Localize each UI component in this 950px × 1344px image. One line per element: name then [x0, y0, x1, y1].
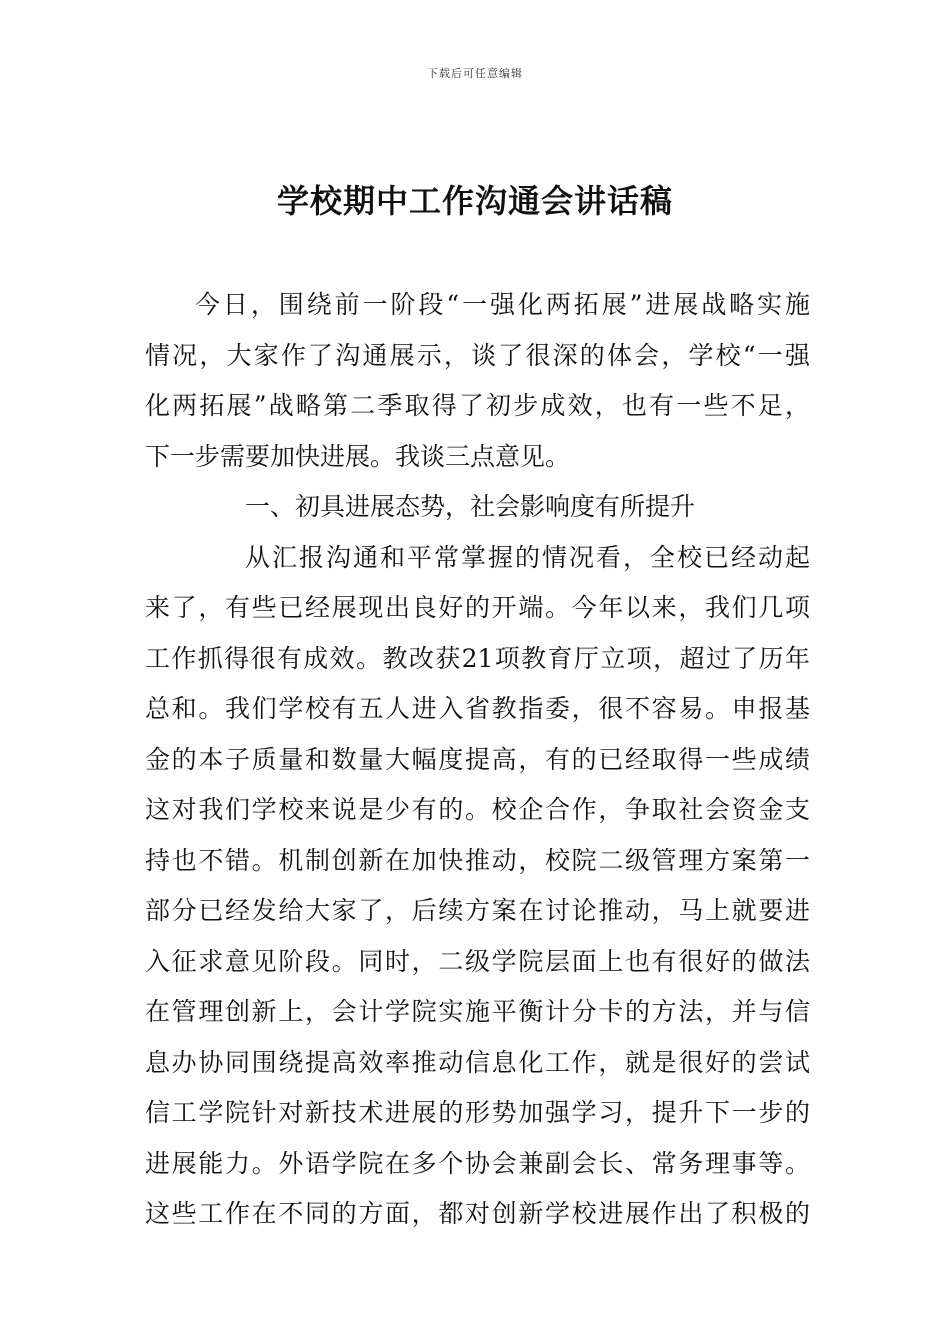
text-line: 来了，有些已经展现出良好的开端。今年以来，我们几项 [145, 593, 810, 622]
document-body [145, 280, 810, 1240]
header-note: 下载后可任意编辑 [427, 67, 523, 80]
text-line: 部分已经发给大家了，后续方案在讨论推动，马上就要进 [145, 896, 810, 925]
paragraph-intro [145, 280, 810, 482]
section-heading-text: 一、初具进展态势，社会影响度有所提升 [245, 492, 696, 521]
text-line: 息办协同围绕提高效率推动信息化工作，就是很好的尝试 [145, 1047, 810, 1077]
text-line: 金的本子质量和数量大幅度提高，有的已经取得一些成绩 [145, 744, 810, 774]
text-line: 化两拓展”战略第二季取得了初步成效，也有一些不足， [145, 391, 810, 420]
section-heading [145, 482, 810, 533]
text-line: 入征求意见阶段。同时，二级学院层面上也有很好的做法 [145, 946, 810, 976]
text-line: 持也不错。机制创新在加快推动，校院二级管理方案第一 [145, 845, 810, 875]
text-line: 情况，大家作了沟通展示，谈了很深的体会，学校“一强 [145, 340, 810, 370]
paragraph-section-1 [145, 533, 810, 1240]
text-line: 从汇报沟通和平常掌握的情况看，全校已经动起 [245, 542, 810, 572]
text-line: 在管理创新上，会计学院实施平衡计分卡的方法，并与信 [145, 997, 810, 1026]
text-line: 这些工作在不同的方面，都对创新学校进展作出了积极的 [145, 1199, 810, 1228]
text-line: 总和。我们学校有五人进入省教指委，很不容易。申报基 [145, 694, 810, 723]
text-line: 这对我们学校来说是少有的。校企合作，争取社会资金支 [145, 795, 810, 824]
document-title: 学校期中工作沟通会讲话稿 [276, 182, 673, 220]
text-line: 信工学院针对新技术进展的形势加强学习，提升下一步的 [145, 1098, 810, 1127]
text-line: 下一步需要加快进展。我谈三点意见。 [145, 441, 571, 471]
text-line: 工作抓得很有成效。教改获21项教育厅立项，超过了历年 [145, 643, 810, 673]
text-line: 进展能力。外语学院在多个协会兼副会长、常务理事等。 [145, 1148, 810, 1178]
text-line: 今日，围绕前一阶段“一强化两拓展”进展战略实施 [195, 290, 810, 319]
